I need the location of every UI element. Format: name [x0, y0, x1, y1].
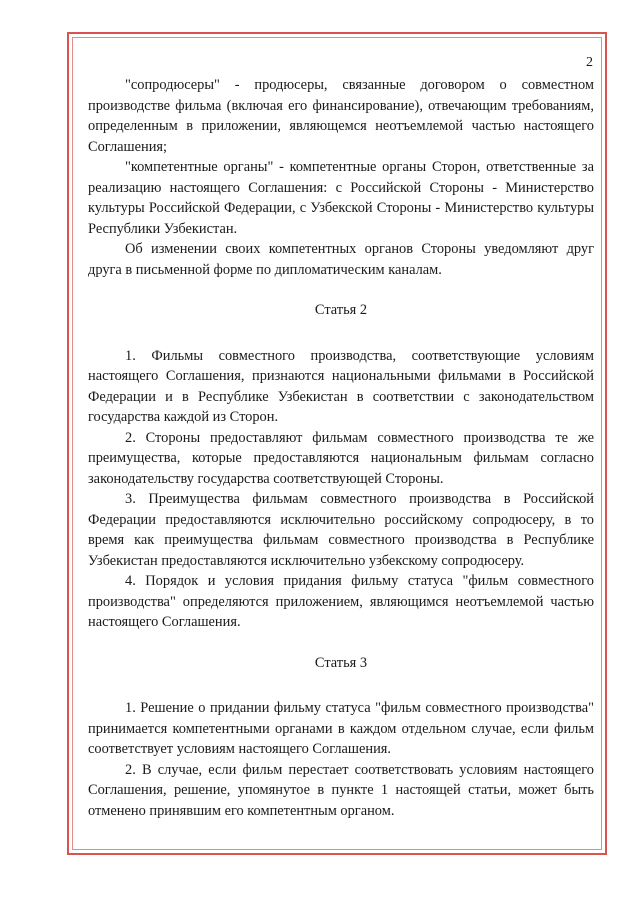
page-number: 2	[586, 55, 593, 70]
article-item: 4. Порядок и условия придания фильму статуса "фильм совместного производства" определяются приложением, являющимся неотъемлемой частью настоящего Соглашения.	[88, 573, 594, 630]
article-item: 1. Фильмы совместного производства, соответствующие условиям настоящего Соглашения, признаются национальными фильмами в Российской Федерации и в Республике Узбекистан в соответствии с законодательством государства каждой из Сторон.	[88, 347, 594, 425]
article-heading: Статья 3	[314, 654, 368, 671]
paragraph: "компетентные органы" - компетентные органы Сторон, ответственные за реализацию настоящего Соглашения: с Российской Стороны - Министерство культуры Российской Федерации, с Узбекской Стороны - Министерство культуры Республики Узбекистан.	[88, 159, 594, 237]
document-body	[88, 75, 594, 821]
article-heading: Статья 2	[314, 302, 368, 318]
article-item: 2. Стороны предоставляют фильмам совместного производства те же преимущества, которые предоставляются национальным фильмам согласно законодательству государства соответствующей Стороны.	[88, 429, 594, 487]
article-item: 1. Решение о придании фильму статуса "фильм совместного производства" принимается компетентными органами в каждом отдельном случае, если фильм соответствует условиям настоящего Соглашения.	[88, 700, 594, 757]
article-item: 3. Преимущества фильмам совместного производства в Российской Федерации предоставляются исключительно российскому сопродюсеру, в то время как преимущества фильмам совместного производства в Республике Узбекистан предоставляются исключительно узбекскому сопродюсеру.	[88, 491, 594, 569]
paragraph: Об изменении своих компетентных органов Стороны уведомляют друг друга в письменной форме по дипломатическим каналам.	[88, 241, 594, 278]
article-item: 2. В случае, если фильм перестает соответствовать условиям настоящего Соглашения, решение, упомянутое в пункте 1 настоящей статьи, может быть отменено принявшим его компетентным органом.	[88, 761, 594, 819]
paragraph: "сопродюсеры" - продюсеры, связанные договором о совместном производстве фильма (включая его финансирование), отвечающим требованиям, определенным в приложении, являющемся неотъемлемой частью настоящего Соглашения;	[88, 77, 594, 155]
